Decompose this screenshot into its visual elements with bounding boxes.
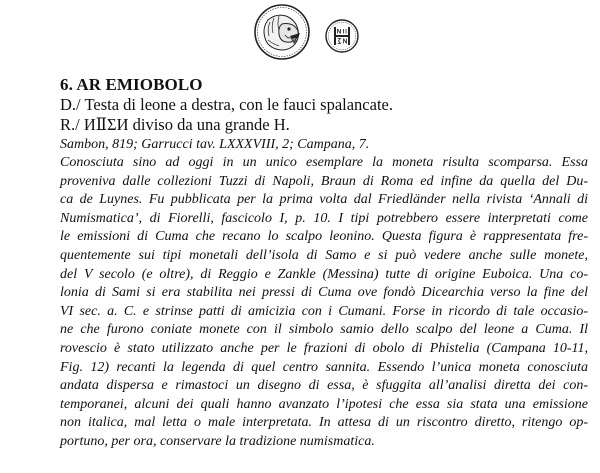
catalog-entry (60, 74, 588, 452)
commentary-line: Numismatica’, di Fiorelli, fascicolo I, p. 10. I tipi potrebbero essere interpretati come (60, 210, 588, 226)
commentary-line: Fig. 12) recanti la legenda di quel centro sannita. Essendo l’unica moneta conosciuta (60, 359, 588, 375)
obverse-description: D./ Testa di leone a destra, con le fauci spalancate. (60, 95, 393, 114)
commentary-line: lonia di Sami si era stabilita nei pressi di Cuma ove fondò Dicearchia verso la fine del (60, 285, 588, 301)
commentary-line: portuno, per ora, conservare la tradizione numismatica. (60, 433, 375, 449)
commentary (60, 154, 588, 452)
commentary-line: ca de Luynes. Fu pubblicata per la prima volta dal Friedländer nella rivista ‘Annali di (60, 192, 588, 208)
entry-title: 6. AR EMIOBOLO (60, 75, 203, 94)
reverse-description: R./ ИⅡΣИ diviso da una grande H. (60, 115, 290, 134)
obverse-coin-lion-head (255, 5, 309, 59)
commentary-line: del V secolo (e oltre), di Reggio e Zankle (Messina) tutte di origine Euboica. Una co- (60, 266, 588, 282)
bibliographic-references: Sambon, 819; Garrucci tav. LXXXVIII, 2; Campana, 7. (60, 137, 370, 152)
commentary-line: le emissioni di Cuma che recano lo scalpo leonino. Questa figura è rappresentata fre- (60, 229, 588, 245)
coin-drawings (232, 2, 382, 62)
commentary-line: ne che furono coniate monete con il simbolo samio dello scalpo del leone a Cuma. Il (60, 322, 588, 338)
commentary-line: proveniva dalle collezioni Tuzzi di Napoli, Braun di Roma ed infine da quella del Du- (60, 173, 588, 189)
commentary-line: Conosciuta sino ad oggi in un unico esemplare la moneta risulta scomparsa. Essa (60, 155, 588, 170)
reverse-coin-legend (326, 20, 358, 52)
commentary-line: quentemente sui tipi monetali dell’isola di Samo e si può vedere anche sulle monete, (60, 247, 588, 263)
commentary-line: andata dispersa e rimastoci un disegno di essa, è sfuggita all’analisi diretta dei con- (60, 378, 588, 394)
commentary-line: non italica, mal letta o male interpretata. In attesa di un riscontro diretto, ritengo op- (60, 415, 588, 431)
commentary-line: VI sec. a. C. e strinse patti di amicizia con i Cumani. Forse in ricordo di tale occasio- (60, 303, 588, 319)
commentary-line: rovescio è stato utilizzato anche per le frazioni di obolo di Phistelia (Campana 10-11, (60, 340, 588, 356)
commentary-line: temporanei, alcuni dei quali hanno avanzato l’ipotesi che essa sia stata una emissione (60, 396, 588, 412)
